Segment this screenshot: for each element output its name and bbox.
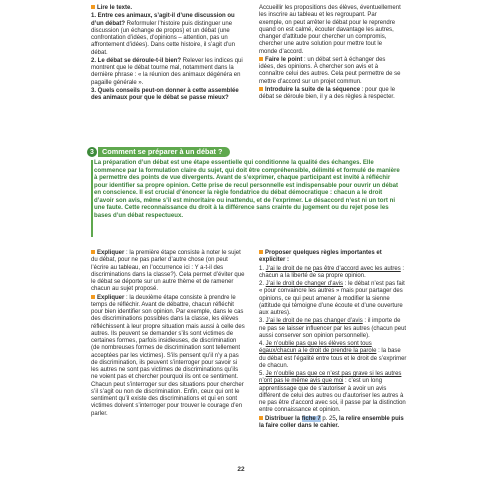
bullet-square-icon [259,87,263,91]
rule-5: Je n’oublie pas que ce n’est pas grave si les autres n’ont pas le même avis que moi [259,371,402,385]
bullet-square-icon [91,295,95,299]
question-2-answer: Relever les indices qui montrent que le débat tourne mal, notamment dans la dernière phrase : « la réunion des animaux dégénéra en pagaille générale ». [91,57,243,86]
rule-number: 3. [259,318,266,325]
final-text: , la relire ensemble puis la faire coller dans le cahier. [259,415,404,429]
section-number: 3 [87,147,97,157]
final-label: Distribuer la [265,415,301,422]
page-ref: p. 25 [320,415,336,422]
fiche-link[interactable]: fiche 7 [301,415,321,422]
bullet-square-icon [259,416,263,420]
rule-4: Je n’oublie pas que les élèves sont tous égaux/chacun a le droit de prendre la parole [259,341,377,355]
rule-number: 4. [259,341,266,347]
rule-1: J’ai le droit de ne pas être d’accord avec les autres [265,265,401,272]
rule-text: : le débat n’est pas fait « pour convaincre les autres » mais pour partager des opinions, ce qui peut amener à modifier la sienne (attitude qui témoigne d’une écoute et d’une ouverture aux autres). [259,281,405,316]
question-2: 2. Le débat se déroule-t-il bien? [91,57,182,64]
question-1-answer: Reformuler l’histoire puis distinguer une discussion (un échange de propos) et un débat (une confrontation d’idées, d’opinions – attention, pas un affrontement d’idées). Dans cette histoire, il s’agit d’un débat. [91,20,235,56]
rule-2: J’ai le droit de changer d’avis [265,281,344,287]
bottom-left-column [91,250,246,419]
section-intro: La préparation d’un débat est une étape essentielle qui conditionne la qualité des échanges. Elle commence par la formulation claire du sujet, qui doit être compréhensible, délimité et formulé de manière à permettre des points de vue divergents. Avant de s’exprimer, chaque participant est invité à réfléchir pour identifier sa propre opinion. Cette prise de recul personnelle est indispensable pour ouvrir un débat en conscience. Il est crucial d’énoncer la règle fondatrice du débat démocratique : chacun a le droit d’avoir son avis, même s’il est minoritaire ou inattendu, et de l’exprimer. Le désaccord n’est ni un tort ni une faute. Cette reconnaissance du droit à la différence sans crainte du jugement ou du rejet pose les bases d’un débat respectueux. [94,159,400,219]
bottom-right-column [259,250,407,431]
item-text: : la deuxième étape consiste à prendre le temps de réfléchir. Avant de débattre, chacun réfléchit pour bien identifier son opinion. Par exemple, dans le cas des discriminations possibles dans la classe, les élèves réfléchissent à leur propre situation mais aussi à celle des autres. Ils peuvent se demander s’ils sont victimes de certaines formes, parfois insidieuses, de discrimination (de nombreuses formes de discrimination sont tellement acceptées par les victimes). S’ils pensent qu’il n’y a pas de discrimination, ils peuvent s’interroger pour savoir si les autres ne sont pas victimes de discriminations qu’ils ne voient pas et chercher pourquoi ils ont ce sentiment. Chacun peut s’interroger sur des situations pour chercher s’il s’agit ou non de discrimination. Enfin, ceux qui ont le sentiment qu’il existe des discriminations et qui en sont victimes doivent s’interroger pour trouver le courage d’en parler. [91,294,245,417]
question-1: 1. Entre ces animaux, s’agit-il d’une discussion ou d’un débat? [91,13,235,27]
rule-number: 1. [259,265,266,272]
intro-rule [91,160,93,237]
rule-3: J’ai le droit de ne pas changer d’avis [265,318,363,325]
rule-number: 5. [259,371,266,377]
heading: Proposer quelques règles importantes et expliciter : [259,250,382,264]
paragraph: Accueillir les propositions des élèves, éventuellement les inscrire au tableau et les regroupant. Par exemple, on peut arrêter le débat pour le reprendre quand on est calmé, écouter davantage les autres, changer d’attitude pour chercher un compromis, chercher une autre solution pour mettre tout le monde d’accord. [259,5,401,55]
page-number: 22 [237,466,245,473]
item-label: Expliquer [97,294,125,301]
rule-text: : c’est un long apprentissage que de s’autoriser à avoir un avis différent de celui des autres ou d’autoriser les autres à ne pas être d’accord avec soi, il passe par la distinction entre connaissance et opinion. [259,378,406,414]
bullet-square-icon [91,5,95,9]
bullet-square-icon [259,57,263,61]
top-right-column [259,5,401,102]
item-text: : la première étape consiste à noter le sujet du débat, pour ne pas parler d’autre chose (on peut l’écrire au tableau, en l’occurrence ici : Y a-t-il des discriminations dans la classe?). Cela permet d’éviter que le débat se déporte sur un autre thème et de ramener chacun au sujet proposé. [91,250,245,293]
item-text: : pour que le débat se déroule bien, il y a des règles à respecter. [259,86,396,100]
section-title: Comment se préparer à un débat ? [98,147,230,157]
item-label: Expliquer [97,250,125,256]
item-label: Faire le point [265,56,303,63]
item-text: : un débat sert à échanger des idées, des opinions. À chercher son avis et à connaître celui des autres. Cela peut permettre de se mettre d’accord sur un projet commun. [259,56,401,85]
item-label: Introduire la suite de la séquence [265,86,361,93]
rule-text: : chacun a la liberté de sa propre opinion. [259,265,405,279]
rule-number: 2. [259,281,266,287]
bullet-square-icon [259,250,263,254]
rule-text: : il importe de ne pas se laisser influencer par les autres (chacun peut aussi conserver son opinion personnelle). [259,318,407,339]
heading: Lire le texte. [97,5,133,11]
rule-text: : la base du débat est l’égalité entre tous et le droit de s’exprimer de chacun. [259,348,407,369]
bullet-square-icon [91,250,95,254]
top-left-column [91,5,246,103]
question-3: 3. Quels conseils peut-on donner à cette assemblée des animaux pour que le débat se passe mieux? [91,87,239,101]
section-header [87,147,230,157]
